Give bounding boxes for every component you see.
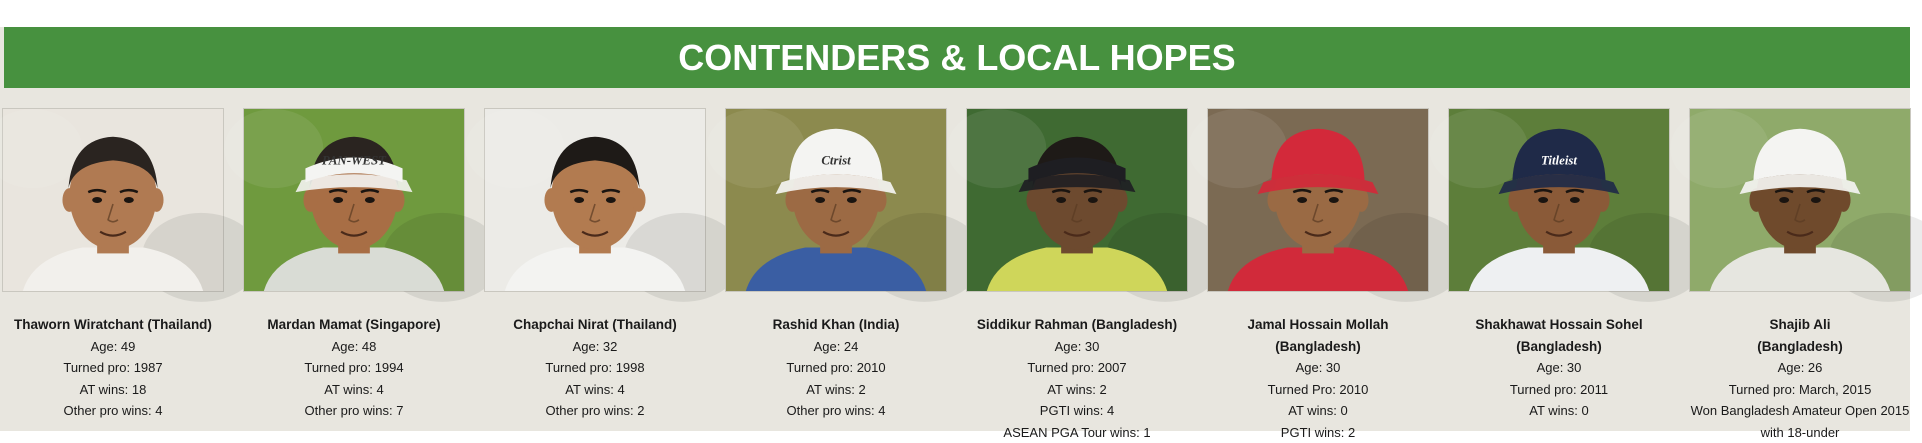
player-photo bbox=[484, 108, 706, 292]
player-name: Jamal Hossain Mollah bbox=[1207, 314, 1429, 336]
section-banner bbox=[4, 27, 1910, 88]
player-card bbox=[2, 108, 224, 422]
player-stat: Other pro wins: 2 bbox=[484, 400, 706, 422]
player-info bbox=[243, 314, 465, 422]
player-stat: with 18-under bbox=[1689, 422, 1911, 443]
player-name: Chapchai Nirat (Thailand) bbox=[484, 314, 706, 336]
player-stat: Turned pro: 1987 bbox=[2, 357, 224, 379]
player-card bbox=[966, 108, 1188, 443]
player-photo-art bbox=[1208, 109, 1428, 291]
player-photo bbox=[243, 108, 465, 292]
player-info bbox=[1207, 314, 1429, 443]
section-title: CONTENDERS & LOCAL HOPES bbox=[678, 37, 1235, 79]
svg-text:Ctrist: Ctrist bbox=[821, 153, 851, 167]
svg-text:PAN-WEST: PAN-WEST bbox=[322, 153, 387, 167]
player-photo-art bbox=[1690, 109, 1910, 291]
player-stat: Turned pro: 1998 bbox=[484, 357, 706, 379]
player-name: Rashid Khan (India) bbox=[725, 314, 947, 336]
player-stat: Won Bangladesh Amateur Open 2015 bbox=[1689, 400, 1911, 422]
player-photo-art bbox=[3, 109, 223, 291]
player-name: (Bangladesh) bbox=[1207, 336, 1429, 358]
top-margin bbox=[0, 0, 1922, 27]
player-card bbox=[1689, 108, 1911, 443]
player-photo bbox=[966, 108, 1188, 292]
player-stat: Turned pro: 2010 bbox=[725, 357, 947, 379]
player-stat: Other pro wins: 4 bbox=[2, 400, 224, 422]
player-stat: Other pro wins: 7 bbox=[243, 400, 465, 422]
player-stat: AT wins: 2 bbox=[725, 379, 947, 401]
svg-text:Titleist: Titleist bbox=[1541, 153, 1577, 167]
player-stat: Age: 24 bbox=[725, 336, 947, 358]
player-stat: Age: 26 bbox=[1689, 357, 1911, 379]
player-photo-art bbox=[1449, 109, 1669, 291]
player-stat: Age: 32 bbox=[484, 336, 706, 358]
player-photo bbox=[1689, 108, 1911, 292]
player-stat: ASEAN PGA Tour wins: 1 bbox=[966, 422, 1188, 443]
player-stat: Other pro wins: 4 bbox=[725, 400, 947, 422]
player-photo-art bbox=[485, 109, 705, 291]
player-stat: PGTI wins: 4 bbox=[966, 400, 1188, 422]
player-card bbox=[725, 108, 947, 422]
player-stat: AT wins: 0 bbox=[1207, 400, 1429, 422]
player-photo bbox=[725, 108, 947, 292]
player-photo bbox=[1207, 108, 1429, 292]
player-stat: Turned pro: 1994 bbox=[243, 357, 465, 379]
player-name: Shajib Ali bbox=[1689, 314, 1911, 336]
player-card bbox=[1448, 108, 1670, 422]
player-name: (Bangladesh) bbox=[1448, 336, 1670, 358]
player-photo-art bbox=[967, 109, 1187, 291]
player-info bbox=[725, 314, 947, 422]
player-stat: Age: 30 bbox=[1207, 357, 1429, 379]
player-stat: Age: 49 bbox=[2, 336, 224, 358]
player-stat: AT wins: 18 bbox=[2, 379, 224, 401]
player-name: Shakhawat Hossain Sohel bbox=[1448, 314, 1670, 336]
player-stat: PGTI wins: 2 bbox=[1207, 422, 1429, 443]
player-info bbox=[1448, 314, 1670, 422]
player-stat: AT wins: 4 bbox=[243, 379, 465, 401]
player-photo bbox=[2, 108, 224, 292]
player-card bbox=[484, 108, 706, 422]
player-photo-art bbox=[244, 109, 464, 291]
player-stat: AT wins: 4 bbox=[484, 379, 706, 401]
player-name: Mardan Mamat (Singapore) bbox=[243, 314, 465, 336]
right-margin bbox=[1910, 0, 1922, 431]
player-stat: AT wins: 2 bbox=[966, 379, 1188, 401]
player-photo bbox=[1448, 108, 1670, 292]
player-stat: Turned pro: 2011 bbox=[1448, 379, 1670, 401]
player-name: Thaworn Wiratchant (Thailand) bbox=[2, 314, 224, 336]
player-stat: Turned pro: March, 2015 bbox=[1689, 379, 1911, 401]
player-card bbox=[243, 108, 465, 422]
player-info bbox=[966, 314, 1188, 443]
player-info bbox=[1689, 314, 1911, 443]
player-stat: Turned pro: 2007 bbox=[966, 357, 1188, 379]
player-stat: Age: 30 bbox=[966, 336, 1188, 358]
player-photo-art bbox=[726, 109, 946, 291]
player-stat: Age: 48 bbox=[243, 336, 465, 358]
player-info bbox=[484, 314, 706, 422]
player-name: Siddikur Rahman (Bangladesh) bbox=[966, 314, 1188, 336]
player-stat: AT wins: 0 bbox=[1448, 400, 1670, 422]
player-stat: Turned Pro: 2010 bbox=[1207, 379, 1429, 401]
player-stat: Age: 30 bbox=[1448, 357, 1670, 379]
player-info bbox=[2, 314, 224, 422]
player-name: (Bangladesh) bbox=[1689, 336, 1911, 358]
player-card bbox=[1207, 108, 1429, 443]
